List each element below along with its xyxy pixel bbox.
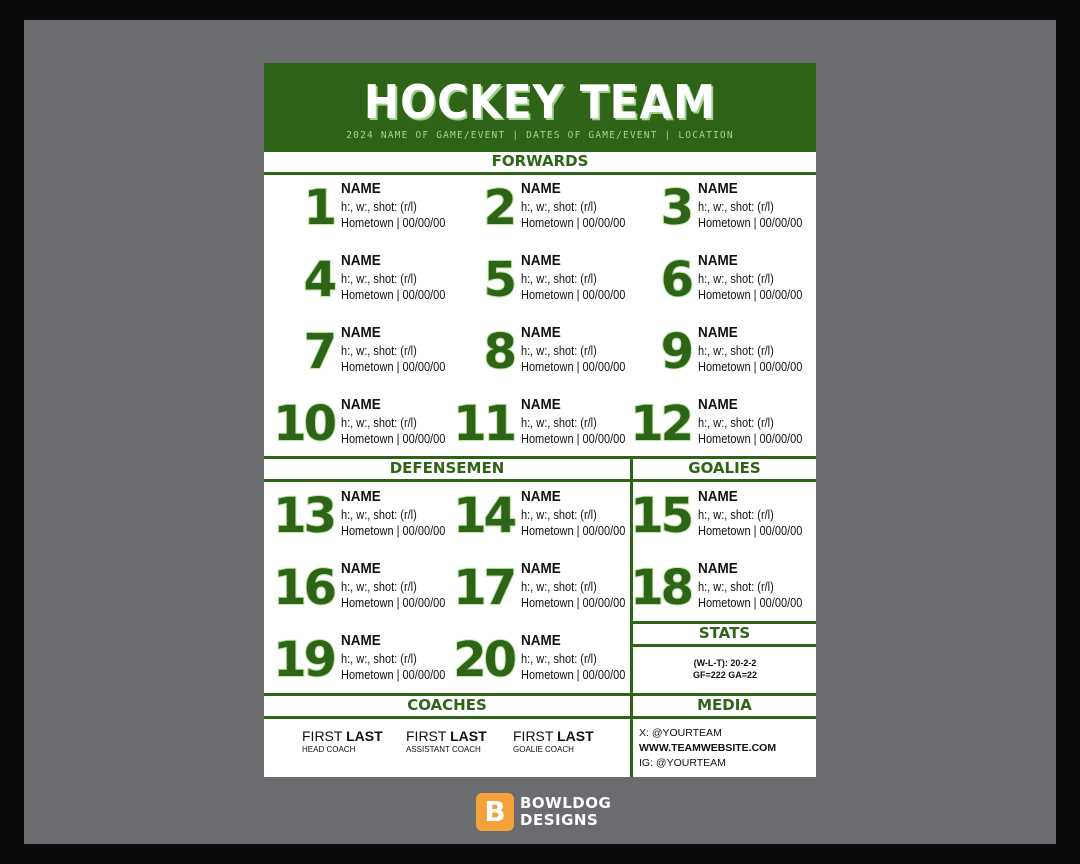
player-name: NAME <box>341 180 381 197</box>
forwards-heading: FORWARDS <box>264 149 816 175</box>
coaches-heading: COACHES <box>264 693 630 719</box>
coach-first-name: FIRST <box>302 728 343 744</box>
coach-card <box>513 727 623 755</box>
player-hometown: Hometown | 00/00/00 <box>341 360 446 374</box>
player-hometown: Hometown | 00/00/00 <box>341 596 446 610</box>
jersey-number: 3 <box>660 180 691 236</box>
jersey-number: 5 <box>483 252 514 308</box>
player-hometown: Hometown | 00/00/00 <box>341 216 446 230</box>
player-hometown: Hometown | 00/00/00 <box>698 216 803 230</box>
brand-mark-icon <box>476 793 514 831</box>
player-measurements: h:, w:, shot: (r/l) <box>521 272 597 286</box>
coach-role: ASSISTANT COACH <box>406 745 481 754</box>
player-name: NAME <box>698 324 738 341</box>
coach-role: HEAD COACH <box>302 745 356 754</box>
jersey-number: 16 <box>273 560 334 616</box>
coach-first-name: FIRST <box>513 728 554 744</box>
player-hometown: Hometown | 00/00/00 <box>341 524 446 538</box>
coach-last-name: LAST <box>557 728 594 744</box>
coach-role: GOALIE COACH <box>513 745 574 754</box>
brand-line-2: DESIGNS <box>520 811 599 829</box>
player-measurements: h:, w:, shot: (r/l) <box>521 200 597 214</box>
stats-heading: STATS <box>633 621 816 647</box>
player-card <box>264 180 446 241</box>
defensemen-heading: DEFENSEMEN <box>264 456 630 482</box>
goalies-heading: GOALIES <box>633 456 816 482</box>
player-card <box>444 324 626 385</box>
player-measurements: h:, w:, shot: (r/l) <box>341 272 417 286</box>
jersey-number: 10 <box>273 396 334 452</box>
player-measurements: h:, w:, shot: (r/l) <box>698 272 774 286</box>
player-card <box>444 252 626 313</box>
player-measurements: h:, w:, shot: (r/l) <box>341 416 417 430</box>
jersey-number: 4 <box>303 252 334 308</box>
header-banner <box>264 63 816 149</box>
player-hometown: Hometown | 00/00/00 <box>521 288 626 302</box>
player-card <box>264 560 446 621</box>
jersey-number: 1 <box>303 180 334 236</box>
player-name: NAME <box>698 396 738 413</box>
player-measurements: h:, w:, shot: (r/l) <box>521 652 597 666</box>
coach-card <box>406 727 516 755</box>
player-card <box>444 396 626 457</box>
player-hometown: Hometown | 00/00/00 <box>521 432 626 446</box>
player-hometown: Hometown | 00/00/00 <box>698 360 803 374</box>
player-measurements: h:, w:, shot: (r/l) <box>341 580 417 594</box>
jersey-number: 6 <box>660 252 691 308</box>
player-hometown: Hometown | 00/00/00 <box>521 216 626 230</box>
player-name: NAME <box>521 632 561 649</box>
player-card <box>621 180 803 241</box>
jersey-number: 20 <box>453 632 514 688</box>
player-card <box>444 632 626 693</box>
team-title: HOCKEY TEAM <box>363 75 717 129</box>
player-measurements: h:, w:, shot: (r/l) <box>341 652 417 666</box>
player-measurements: h:, w:, shot: (r/l) <box>698 508 774 522</box>
player-card <box>621 488 803 549</box>
jersey-number: 8 <box>483 324 514 380</box>
player-name: NAME <box>521 252 561 269</box>
player-card <box>264 252 446 313</box>
jersey-number: 2 <box>483 180 514 236</box>
player-name: NAME <box>698 180 738 197</box>
player-card <box>264 488 446 549</box>
jersey-number: 11 <box>453 396 514 452</box>
jersey-number: 9 <box>660 324 691 380</box>
player-card <box>621 252 803 313</box>
player-hometown: Hometown | 00/00/00 <box>521 524 626 538</box>
player-measurements: h:, w:, shot: (r/l) <box>521 416 597 430</box>
player-measurements: h:, w:, shot: (r/l) <box>521 508 597 522</box>
coach-name <box>406 727 516 745</box>
player-hometown: Hometown | 00/00/00 <box>698 596 803 610</box>
player-card <box>621 396 803 457</box>
player-hometown: Hometown | 00/00/00 <box>341 288 446 302</box>
player-measurements: h:, w:, shot: (r/l) <box>341 344 417 358</box>
player-name: NAME <box>698 488 738 505</box>
media-heading: MEDIA <box>633 693 816 719</box>
player-card <box>444 180 626 241</box>
player-hometown: Hometown | 00/00/00 <box>698 432 803 446</box>
goals-line: GF=222 GA=22 <box>692 670 758 680</box>
player-hometown: Hometown | 00/00/00 <box>698 288 803 302</box>
media-website: WWW.TEAMWEBSITE.COM <box>639 742 777 754</box>
media-ig-handle: IG: @YOURTEAM <box>639 757 726 769</box>
player-hometown: Hometown | 00/00/00 <box>521 596 626 610</box>
player-name: NAME <box>341 252 381 269</box>
coach-name <box>513 727 623 745</box>
player-name: NAME <box>698 560 738 577</box>
coach-first-name: FIRST <box>406 728 447 744</box>
player-measurements: h:, w:, shot: (r/l) <box>341 200 417 214</box>
roster-sheet <box>264 63 816 777</box>
player-name: NAME <box>341 324 381 341</box>
coach-last-name: LAST <box>450 728 487 744</box>
player-name: NAME <box>698 252 738 269</box>
jersey-number: 13 <box>273 488 334 544</box>
player-card <box>444 488 626 549</box>
player-card <box>444 560 626 621</box>
jersey-number: 18 <box>630 560 691 616</box>
player-measurements: h:, w:, shot: (r/l) <box>521 344 597 358</box>
coach-last-name: LAST <box>346 728 383 744</box>
player-name: NAME <box>341 488 381 505</box>
jersey-number: 15 <box>630 488 691 544</box>
player-name: NAME <box>341 632 381 649</box>
record-line: (W-L-T): 20-2-2 <box>693 658 757 668</box>
player-measurements: h:, w:, shot: (r/l) <box>521 580 597 594</box>
player-hometown: Hometown | 00/00/00 <box>521 668 626 682</box>
player-measurements: h:, w:, shot: (r/l) <box>698 416 774 430</box>
player-card <box>264 324 446 385</box>
player-card <box>264 632 446 693</box>
player-name: NAME <box>341 560 381 577</box>
coach-name <box>302 727 412 745</box>
team-stats <box>636 657 814 681</box>
player-name: NAME <box>521 396 561 413</box>
player-hometown: Hometown | 00/00/00 <box>341 668 446 682</box>
player-name: NAME <box>521 180 561 197</box>
player-card <box>621 324 803 385</box>
coach-card <box>302 727 412 755</box>
jersey-number: 14 <box>453 488 514 544</box>
player-name: NAME <box>341 396 381 413</box>
player-hometown: Hometown | 00/00/00 <box>521 360 626 374</box>
player-card <box>264 396 446 457</box>
jersey-number: 17 <box>453 560 514 616</box>
media-x-handle: X: @YOURTEAM <box>639 727 722 739</box>
player-name: NAME <box>521 324 561 341</box>
player-name: NAME <box>521 560 561 577</box>
player-measurements: h:, w:, shot: (r/l) <box>698 580 774 594</box>
jersey-number: 19 <box>273 632 334 688</box>
player-hometown: Hometown | 00/00/00 <box>341 432 446 446</box>
player-measurements: h:, w:, shot: (r/l) <box>698 344 774 358</box>
jersey-number: 12 <box>630 396 691 452</box>
player-hometown: Hometown | 00/00/00 <box>698 524 803 538</box>
brand-line-1: BOWLDOG <box>520 794 612 812</box>
jersey-number: 7 <box>303 324 334 380</box>
event-subtitle: 2024 NAME OF GAME/EVENT | DATES OF GAME/EVENT | LOCATION <box>346 130 734 141</box>
player-name: NAME <box>521 488 561 505</box>
brand-mark-letter: B <box>484 795 506 828</box>
player-card <box>621 560 803 621</box>
player-measurements: h:, w:, shot: (r/l) <box>341 508 417 522</box>
player-measurements: h:, w:, shot: (r/l) <box>698 200 774 214</box>
